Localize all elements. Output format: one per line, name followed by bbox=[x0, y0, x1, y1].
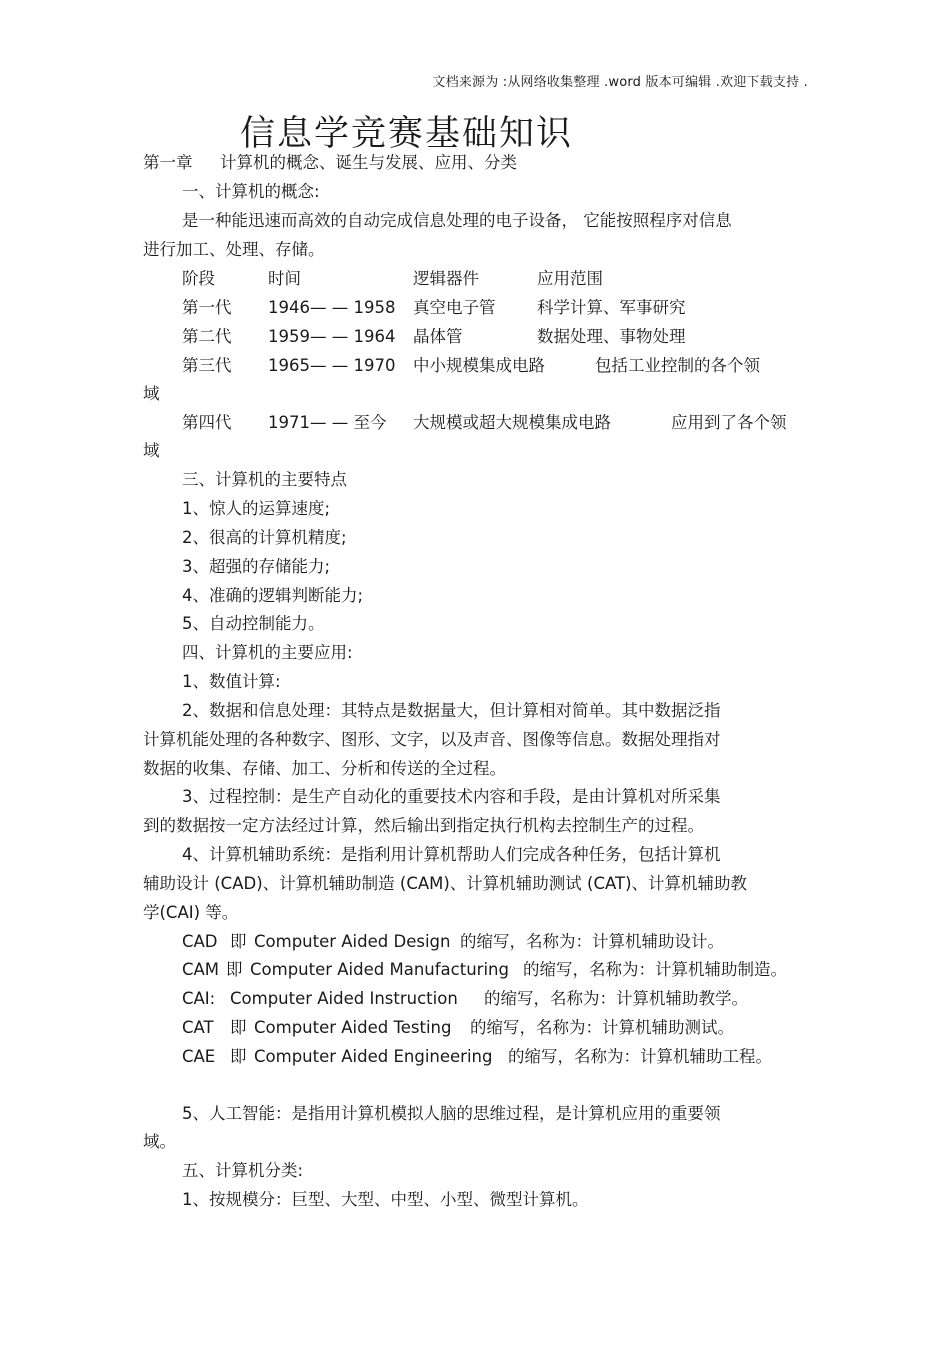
table-cell-device: 中小规模集成电路 bbox=[413, 356, 545, 375]
abbrev-full: Computer Aided Testing bbox=[254, 1018, 452, 1037]
table-cell-time: 1946— — 1958 bbox=[268, 298, 396, 317]
section-heading: 一、计算机的概念: bbox=[182, 182, 320, 201]
table-cell-device: 真空电子管 bbox=[413, 298, 496, 317]
abbrev-full: Computer Aided Design bbox=[254, 932, 451, 951]
abbrev-term: CAM bbox=[182, 960, 220, 979]
section-heading: 三、计算机的主要特点 bbox=[182, 470, 347, 489]
table-cell-application: 包括工业控制的各个领 bbox=[595, 356, 760, 375]
abbrev-term: CAI: bbox=[182, 989, 216, 1008]
abbrev-sep: 即 bbox=[230, 1047, 247, 1066]
chapter-heading bbox=[0, 152, 950, 174]
page-title: 信息学竞赛基础知识 bbox=[240, 114, 574, 154]
abbrev-line bbox=[0, 1017, 950, 1039]
paragraph-line: 3、过程控制：是生产自动化的重要技术内容和手段，是由计算机对所采集 bbox=[182, 787, 721, 806]
table-cell-device: 晶体管 bbox=[413, 327, 463, 346]
table-cell-time: 1959— — 1964 bbox=[268, 327, 396, 346]
section-heading: 四、计算机的主要应用: bbox=[182, 643, 353, 662]
list-item: 1、惊人的运算速度; bbox=[182, 499, 331, 518]
paragraph-line: 2、数据和信息处理：其特点是数据量大，但计算相对简单。其中数据泛指 bbox=[182, 701, 721, 720]
table-cell-time: 1971— — 至今 bbox=[268, 413, 387, 432]
abbrev-desc: 的缩写，名称为：计算机辅助测试。 bbox=[470, 1018, 734, 1037]
table-cell-wrap: 域 bbox=[143, 441, 160, 460]
list-item: 2、很高的计算机精度; bbox=[182, 528, 347, 547]
abbrev-desc: 的缩写，名称为：计算机辅助制造。 bbox=[523, 960, 787, 979]
abbrev-full: Computer Aided Engineering bbox=[254, 1047, 493, 1066]
table-cell-time: 1965— — 1970 bbox=[268, 356, 396, 375]
table-header-row bbox=[0, 268, 950, 290]
table-cell-stage: 第四代 bbox=[182, 413, 232, 432]
table-cell-device: 大规模或超大规模集成电路 bbox=[413, 413, 611, 432]
abbrev-desc: 的缩写，名称为：计算机辅助教学。 bbox=[484, 989, 748, 1008]
table-row bbox=[0, 412, 950, 434]
table-row bbox=[0, 355, 950, 377]
abbrev-sep: 即 bbox=[230, 1018, 247, 1037]
paragraph-line: 4、计算机辅助系统：是指利用计算机帮助人们完成各种任务，包括计算机 bbox=[182, 845, 721, 864]
abbrev-line bbox=[0, 1046, 950, 1068]
table-cell-application: 科学计算、军事研究 bbox=[537, 298, 686, 317]
paragraph-line: 5、人工智能：是指用计算机模拟人脑的思维过程，是计算机应用的重要领 bbox=[182, 1104, 721, 1123]
paragraph-line: 是一种能迅速而高效的自动完成信息处理的电子设备， 它能按照程序对信息 bbox=[182, 211, 732, 230]
table-cell-stage: 第二代 bbox=[182, 327, 232, 346]
abbrev-term: CAT bbox=[182, 1018, 214, 1037]
table-header: 时间 bbox=[268, 269, 301, 288]
list-item: 3、超强的存储能力; bbox=[182, 557, 331, 576]
list-item: 4、准确的逻辑判断能力; bbox=[182, 586, 364, 605]
abbrev-line bbox=[0, 931, 950, 953]
abbrev-term: CAE bbox=[182, 1047, 216, 1066]
abbrev-desc: 的缩写，名称为：计算机辅助设计。 bbox=[460, 932, 724, 951]
table-row bbox=[0, 326, 950, 348]
abbrev-full: Computer Aided Manufacturing bbox=[250, 960, 509, 979]
abbrev-sep: 即 bbox=[226, 960, 243, 979]
paragraph-line: 学(CAI) 等。 bbox=[143, 903, 239, 922]
table-header: 阶段 bbox=[182, 269, 215, 288]
paragraph-line: 数据的收集、存储、加工、分析和传送的全过程。 bbox=[143, 759, 506, 778]
list-item: 1、按规模分：巨型、大型、中型、小型、微型计算机。 bbox=[182, 1190, 589, 1209]
chapter-label: 第一章 bbox=[143, 153, 193, 172]
table-cell-wrap: 域 bbox=[143, 384, 160, 403]
section-heading: 五、计算机分类: bbox=[182, 1161, 304, 1180]
table-cell-stage: 第三代 bbox=[182, 356, 232, 375]
paragraph-line: 计算机能处理的各种数字、图形、文字，以及声音、图像等信息。数据处理指对 bbox=[143, 730, 721, 749]
paragraph-line: 进行加工、处理、存储。 bbox=[143, 240, 325, 259]
abbrev-full: Computer Aided Instruction bbox=[230, 989, 458, 1008]
chapter-title: 计算机的概念、诞生与发展、应用、分类 bbox=[220, 153, 517, 172]
paragraph-line: 到的数据按一定方法经过计算，然后输出到指定执行机构去控制生产的过程。 bbox=[143, 816, 704, 835]
list-item: 1、数值计算: bbox=[182, 672, 281, 691]
table-row bbox=[0, 297, 950, 319]
table-cell-stage: 第一代 bbox=[182, 298, 232, 317]
abbrev-line bbox=[0, 988, 950, 1010]
abbrev-desc: 的缩写，名称为：计算机辅助工程。 bbox=[508, 1047, 772, 1066]
paragraph-line: 辅助设计 (CAD)、计算机辅助制造 (CAM)、计算机辅助测试 (CAT)、计算机辅助教 bbox=[143, 874, 748, 893]
abbrev-term: CAD bbox=[182, 932, 218, 951]
list-item: 5、自动控制能力。 bbox=[182, 614, 325, 633]
header-note: 文档来源为 :从网络收集整理 .word 版本可编辑 .欢迎下载支持 . bbox=[432, 75, 808, 90]
table-header: 逻辑器件 bbox=[413, 269, 479, 288]
abbrev-sep: 即 bbox=[230, 932, 247, 951]
table-cell-application: 应用到了各个领 bbox=[671, 413, 787, 432]
table-cell-application: 数据处理、事物处理 bbox=[537, 327, 686, 346]
table-header: 应用范围 bbox=[537, 269, 603, 288]
paragraph-line: 域。 bbox=[143, 1132, 176, 1151]
abbrev-line bbox=[0, 959, 950, 981]
